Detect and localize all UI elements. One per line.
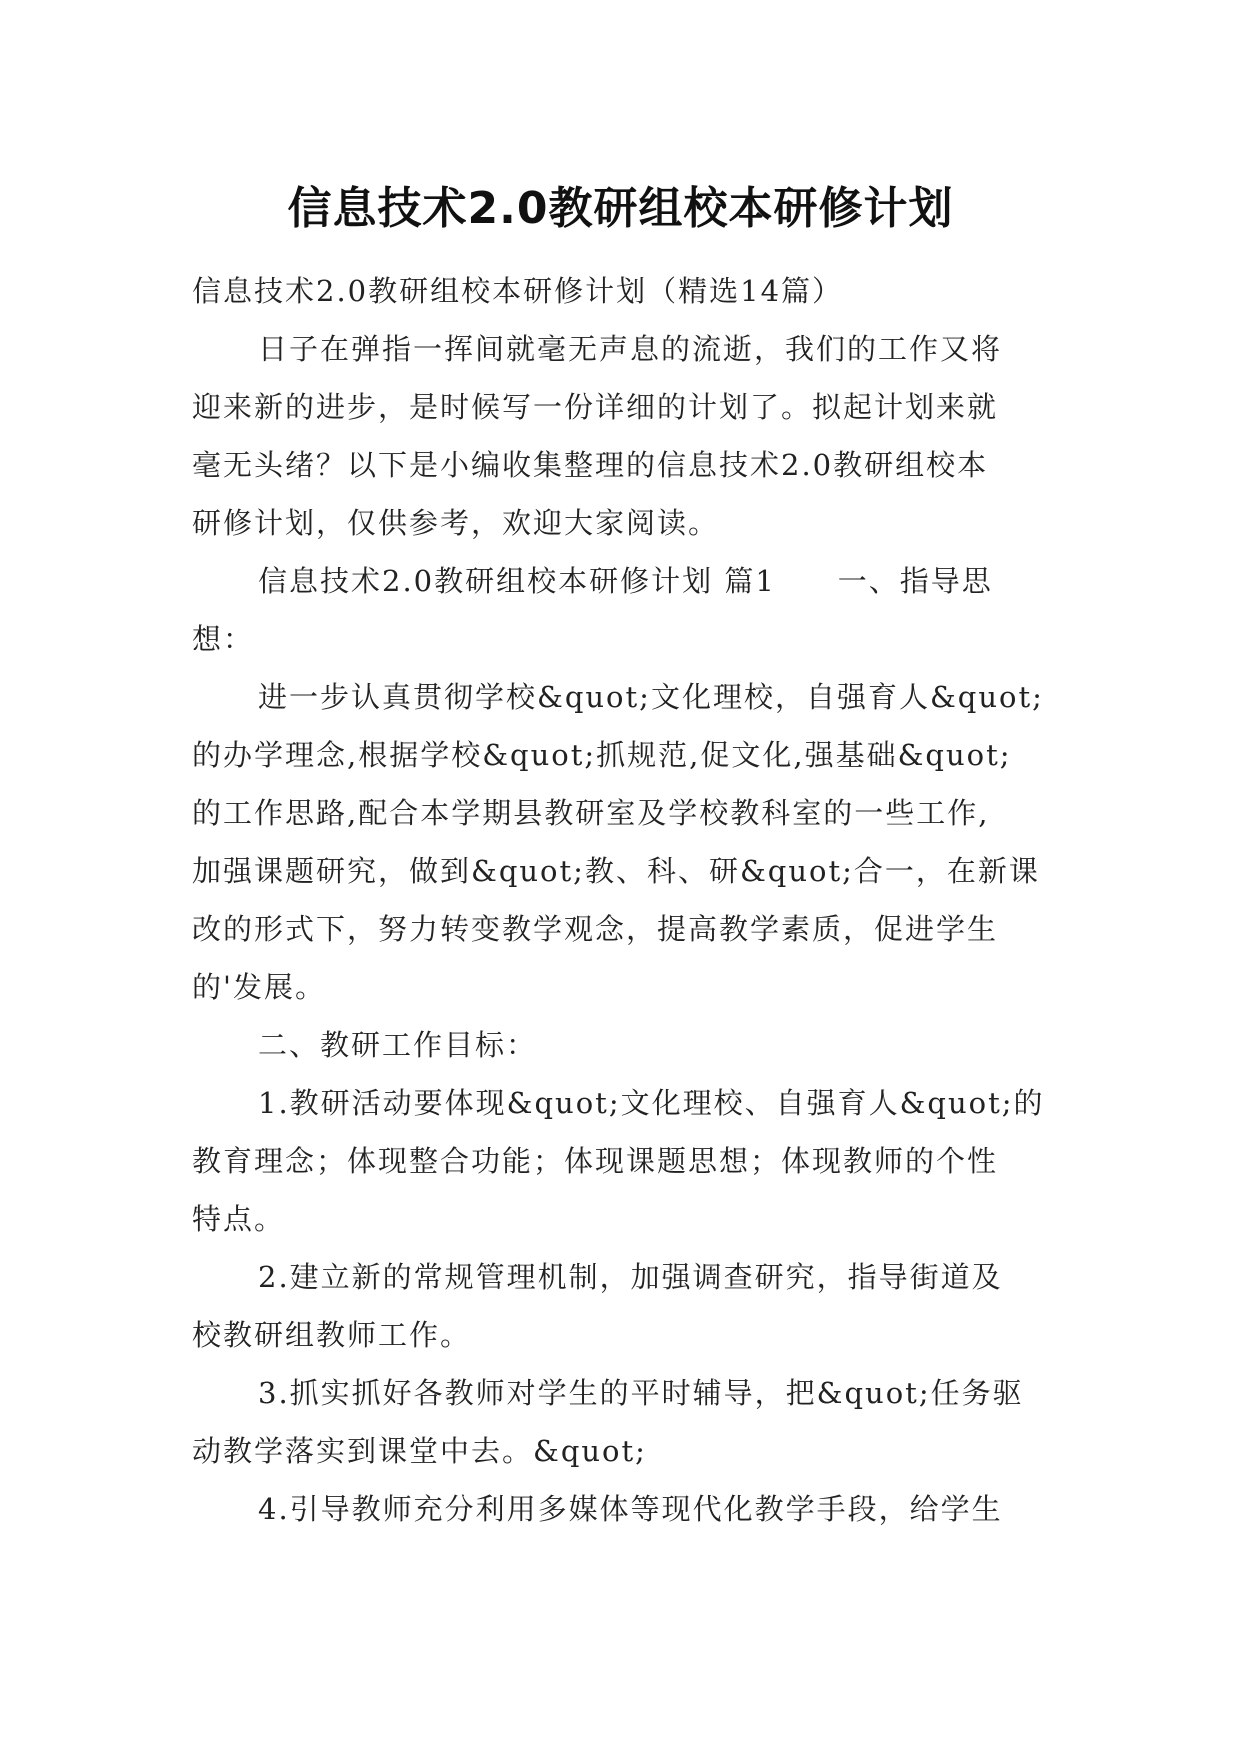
text-line: 毫无头绪？以下是小编收集整理的信息技术2.0教研组校本 [192,448,989,482]
text-line: 加强课题研究，做到&quot;教、科、研&quot;合一，在新课 [192,854,1040,888]
text-line: 1.教研活动要体现&quot;文化理校、自强育人&quot;的 [258,1086,1045,1120]
text-line: 想： [192,622,255,656]
text-line: 特点。 [192,1202,286,1236]
text-line: 信息技术2.0教研组校本研修计划（精选14篇） [192,274,844,308]
text-line: 研修计划，仅供参考，欢迎大家阅读。 [192,506,720,540]
text-line: 的'发展。 [192,970,326,1004]
text-line: 改的形式下，努力转变教学观念，提高教学素质，促进学生 [192,912,999,946]
text-line: 校教研组教师工作。 [192,1318,472,1352]
text-line: 迎来新的进步，是时候写一份详细的计划了。拟起计划来就 [192,390,999,424]
text-line: 2.建立新的常规管理机制，加强调查研究，指导街道及 [258,1260,1003,1294]
text-line: 信息技术2.0教研组校本研修计划 篇1 一、指导思 [258,564,993,598]
text-line: 教育理念；体现整合功能；体现课题思想；体现教师的个性 [192,1144,999,1178]
document-title: 信息技术2.0教研组校本研修计划 [287,183,954,235]
text-line: 3.抓实抓好各教师对学生的平时辅导，把&quot;任务驱 [258,1376,1024,1410]
text-line: 4.引导教师充分利用多媒体等现代化教学手段，给学生 [258,1492,1003,1526]
text-line: 的办学理念,根据学校&quot;抓规范,促文化,强基础&quot; [192,738,1012,772]
text-line: 日子在弹指一挥间就毫无声息的流逝，我们的工作又将 [258,332,1003,366]
text-line: 动教学落实到课堂中去。&quot; [192,1434,647,1468]
document-body [192,262,1072,1538]
text-line: 进一步认真贯彻学校&quot;文化理校，自强育人&quot; [258,680,1044,714]
text-line: 的工作思路,配合本学期县教研室及学校教科室的一些工作, [192,796,990,830]
text-line: 二、教研工作目标： [258,1028,538,1062]
